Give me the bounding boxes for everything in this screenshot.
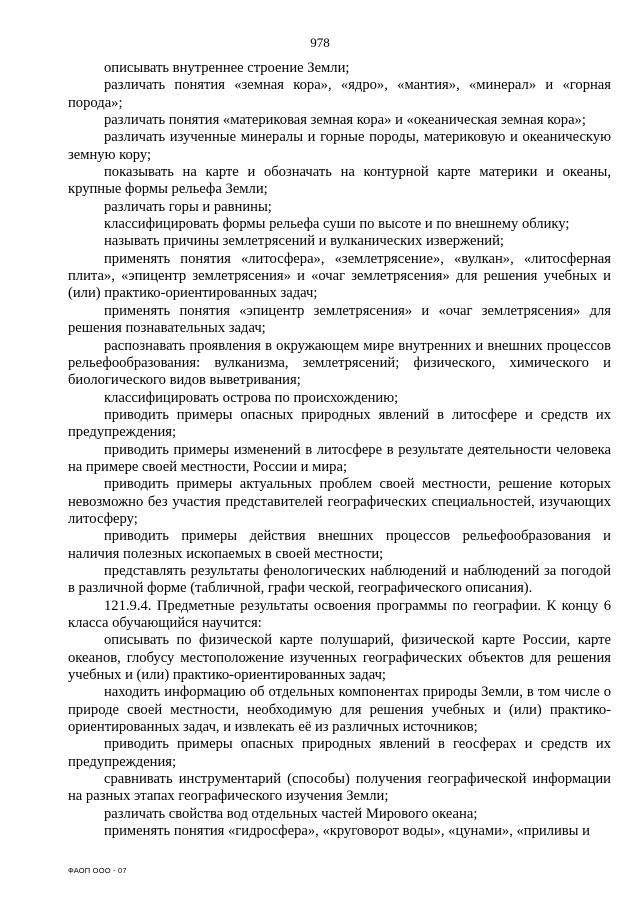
paragraph: различать свойства вод отдельных частей Мирового океана; [104,805,478,822]
document-body [68,60,611,840]
paragraph: различать изученные минералы и горные породы, материковую и океаническую земную кору; [68,129,611,163]
paragraph: применять понятия «эпицентр землетрясения» и «очаг землетрясения» для решения познавательных задач; [68,302,611,337]
paragraph: различать горы и равнины; [104,198,272,215]
paragraph: применять понятия «литосфера», «землетрясение», «вулкан», «литосферная плита», «эпицентр землетрясения» и «очаг землетрясения» для решения учебных и (или) практико-ориентированных задач; [68,250,611,302]
paragraph: применять понятия «гидросфера», «круговорот воды», «цунами», «приливы и [104,823,590,840]
paragraph: находить информацию об отдельных компонентах природы Земли, в том числе о природе своей местности, необходимую для решения учебных и (или) практико-ориентированных задач, и извлекать её из различных источников; [68,684,611,736]
paragraph: сравнивать инструментарий (способы) получения географической информации на разных этапах географического изучения Земли; [68,771,611,805]
paragraph: приводить примеры опасных природных явлений в литосфере и средств их предупреждения; [68,406,611,441]
paragraph: классифицировать формы рельефа суши по высоте и по внешнему облику; [104,216,570,233]
paragraph: различать понятия «земная кора», «ядро», «мантия», «минерал» и «горная порода»; [68,77,611,111]
paragraph: классифицировать острова по происхождению; [104,389,399,406]
page-number: 978 [310,35,330,50]
paragraph: называть причины землетрясений и вулканических извержений; [104,233,504,250]
paragraph: описывать внутреннее строение Земли; [104,60,350,76]
footer-doc-code: ФАОП ООО - 07 [68,866,127,875]
paragraph: показывать на карте и обозначать на контурной карте материки и океаны, крупные формы рельефа Земли; [68,164,611,198]
section-heading-paragraph: 121.9.4. Предметные результаты освоения программы по географии. К концу 6 класса обучающийся научится: [68,597,611,631]
paragraph: приводить примеры актуальных проблем своей местности, решение которых невозможно без участия представителей географических специальностей, изучающих литосферу; [68,476,611,527]
paragraph: различать понятия «материковая земная кора» и «океаническая земная кора»; [104,112,586,129]
paragraph: представлять результаты фенологических наблюдений и наблюдений за погодой в различной форме (табличной, графи ческой, географического описания). [68,562,611,597]
paragraph: приводить примеры опасных природных явлений в геосферах и средств их предупреждения; [68,736,611,770]
paragraph: распознавать проявления в окружающем мире внутренних и внешних процессов рельефообразования: вулканизма, землетрясений; физического, химического и биологического видов выветривания; [68,337,611,389]
paragraph: приводить примеры действия внешних процессов рельефообразования и наличия полезных ископаемых в своей местности; [68,528,611,562]
paragraph: приводить примеры изменений в литосфере в результате деятельности человека на примере своей местности, России и мира; [68,441,611,475]
paragraph: описывать по физической карте полушарий, физической карте России, карте океанов, глобусу местоположение изученных географических объектов для решения учебных и (или) практико-ориентированных задач; [68,632,611,684]
